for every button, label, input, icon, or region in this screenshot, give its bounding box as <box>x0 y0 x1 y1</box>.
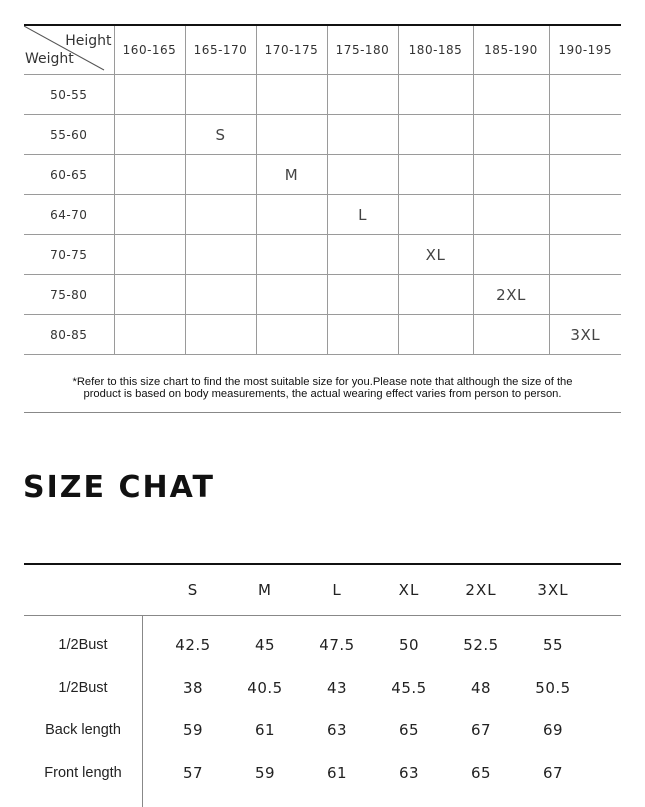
height-range-header: 180-185 <box>398 26 473 75</box>
measurement-row <box>24 667 621 709</box>
corner-height-label: Height <box>65 33 112 49</box>
size-cell <box>398 275 473 315</box>
size-cell <box>256 115 327 155</box>
size-cell <box>398 315 473 355</box>
measurement-value: 50.5 <box>535 679 571 697</box>
size-cell <box>185 275 256 315</box>
weight-range-label: 75-80 <box>24 275 114 315</box>
weight-range-label: 64-70 <box>24 195 114 235</box>
measurement-label: 1/2Bust <box>58 680 108 696</box>
size-header: 2XL <box>465 581 497 599</box>
measurement-label: 1/2Bust <box>58 637 108 653</box>
size-note-line: *Refer to this size chart to find the most suitable size for you.Please note that although the size of the <box>72 376 573 388</box>
size-header: 3XL <box>537 581 569 599</box>
measurement-value: 67 <box>470 721 492 739</box>
size-cell <box>256 75 327 115</box>
table-header-row <box>24 26 621 75</box>
size-cell <box>549 115 621 155</box>
size-cell <box>398 195 473 235</box>
measurement-value: 69 <box>542 721 564 739</box>
size-cell <box>256 195 327 235</box>
weight-range-label: 70-75 <box>24 235 114 275</box>
measurement-value: 50 <box>398 636 420 654</box>
height-weight-table <box>24 26 621 355</box>
size-cell <box>114 235 185 275</box>
size-cell: XL <box>398 235 473 275</box>
measurement-label: Back length <box>45 722 121 738</box>
measurement-value: 48 <box>470 679 492 697</box>
note-divider <box>24 412 621 413</box>
size-cell <box>398 75 473 115</box>
table-row <box>24 75 621 115</box>
size-header: S <box>187 581 199 599</box>
size-cell <box>114 275 185 315</box>
height-range-header: 185-190 <box>473 26 549 75</box>
size-cell <box>185 75 256 115</box>
measurement-value: 38 <box>182 679 204 697</box>
size-cell <box>327 315 398 355</box>
measurement-value: 47.5 <box>319 636 355 654</box>
page-title: SIZE CHAT <box>23 470 215 505</box>
size-cell <box>256 235 327 275</box>
weight-range-label: 60-65 <box>24 155 114 195</box>
size-cell <box>473 315 549 355</box>
table-row <box>24 155 621 195</box>
size-note-line: product is based on body measurements, the actual wearing effect varies from person to person. <box>83 388 562 400</box>
size-cell <box>473 155 549 195</box>
size-cell <box>114 115 185 155</box>
weight-range-label: 50-55 <box>24 75 114 115</box>
size-cell <box>114 155 185 195</box>
height-range-header: 170-175 <box>256 26 327 75</box>
size-cell <box>185 155 256 195</box>
size-cell <box>398 115 473 155</box>
size-cell <box>549 195 621 235</box>
size-header: M <box>258 581 272 599</box>
measurement-value: 57 <box>182 764 204 782</box>
height-range-header: 160-165 <box>114 26 185 75</box>
table-row <box>24 235 621 275</box>
measurement-value: 40.5 <box>247 679 283 697</box>
measurement-value: 45 <box>254 636 276 654</box>
size-note <box>24 376 621 400</box>
table-row <box>24 275 621 315</box>
measurement-row <box>24 752 621 794</box>
measurement-value: 63 <box>398 764 420 782</box>
measurement-value: 61 <box>254 721 276 739</box>
size-cell <box>114 315 185 355</box>
size-cell <box>549 155 621 195</box>
size-cell <box>185 235 256 275</box>
table-row <box>24 195 621 235</box>
measurement-row <box>24 709 621 751</box>
size-cell <box>398 155 473 195</box>
size-cell: M <box>256 155 327 195</box>
size-cell: 3XL <box>549 315 621 355</box>
measurement-value: 59 <box>182 721 204 739</box>
weight-range-label: 80-85 <box>24 315 114 355</box>
size-header: L <box>332 581 342 599</box>
size-cell <box>549 275 621 315</box>
size-cell: L <box>327 195 398 235</box>
measurement-value: 65 <box>470 764 492 782</box>
size-cell <box>114 75 185 115</box>
size-cell <box>327 235 398 275</box>
height-range-header: 190-195 <box>549 26 621 75</box>
size-cell <box>473 235 549 275</box>
weight-range-label: 55-60 <box>24 115 114 155</box>
measurement-value: 61 <box>326 764 348 782</box>
measurements-header-row <box>24 565 621 616</box>
measurement-value: 67 <box>542 764 564 782</box>
size-cell <box>473 115 549 155</box>
size-cell <box>256 315 327 355</box>
measurement-value: 59 <box>254 764 276 782</box>
size-cell <box>114 195 185 235</box>
corner-cell <box>24 26 114 75</box>
measurement-value: 52.5 <box>463 636 499 654</box>
corner-weight-label: Weight <box>25 51 74 67</box>
measurement-label: Front length <box>44 765 122 781</box>
size-cell <box>549 235 621 275</box>
measurement-row <box>24 624 621 666</box>
size-cell <box>327 275 398 315</box>
size-cell: 2XL <box>473 275 549 315</box>
measurement-value: 42.5 <box>175 636 211 654</box>
height-range-header: 175-180 <box>327 26 398 75</box>
size-cell <box>549 75 621 115</box>
size-cell <box>473 75 549 115</box>
measurement-value: 63 <box>326 721 348 739</box>
size-cell <box>185 195 256 235</box>
measurement-value: 55 <box>542 636 564 654</box>
size-header: XL <box>398 581 420 599</box>
size-cell <box>327 115 398 155</box>
measurement-value: 43 <box>326 679 348 697</box>
size-cell <box>473 195 549 235</box>
size-cell <box>327 155 398 195</box>
table-row <box>24 315 621 355</box>
size-cell <box>256 275 327 315</box>
table-row <box>24 115 621 155</box>
size-cell: S <box>185 115 256 155</box>
size-cell <box>327 75 398 115</box>
measurement-value: 45.5 <box>391 679 427 697</box>
height-range-header: 165-170 <box>185 26 256 75</box>
measurement-value: 65 <box>398 721 420 739</box>
size-cell <box>185 315 256 355</box>
